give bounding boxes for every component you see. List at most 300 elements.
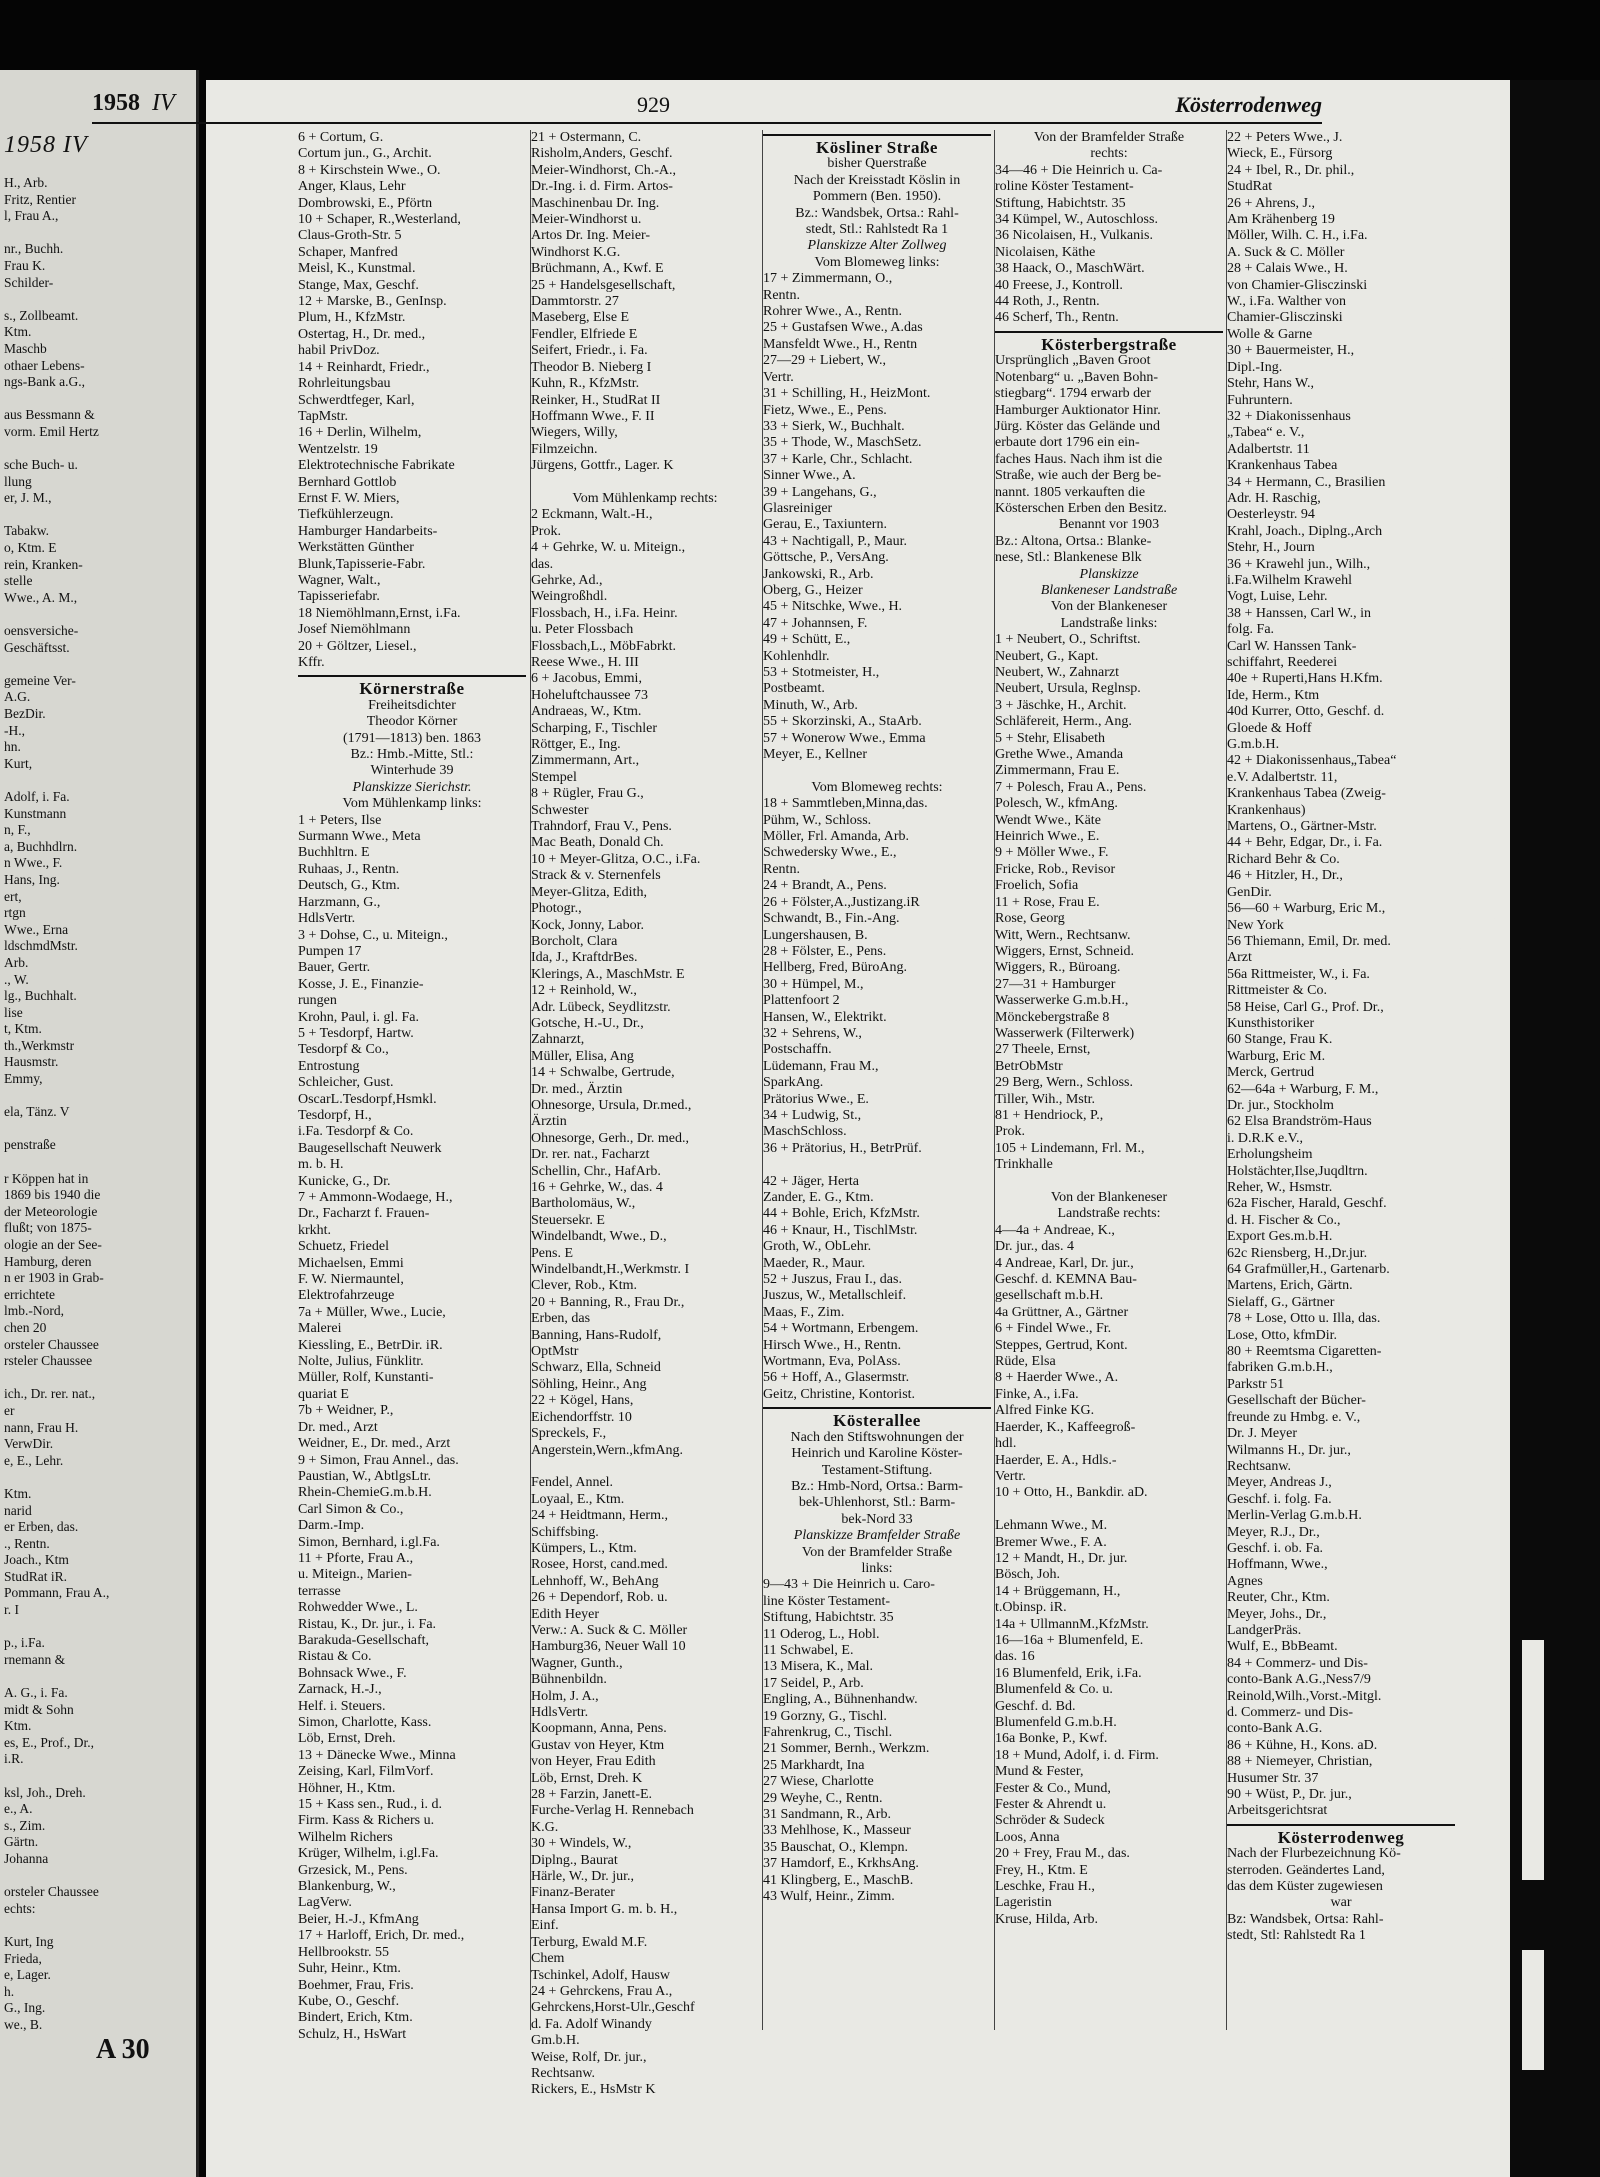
directory-entry: u. Miteign., Marien-: [298, 1567, 412, 1583]
directory-entry: Erben, das: [531, 1311, 591, 1327]
directory-entry: 44 + Behr, Edgar, Dr., i. Fa.: [1227, 835, 1383, 851]
directory-entry: 39 + Langehans, G.,: [763, 484, 877, 500]
directory-entry: Hansen, W., Elektrikt.: [763, 1009, 887, 1025]
directory-entry: Merck, Gertrud: [1227, 1065, 1315, 1081]
directory-entry: 64 Grafmüller,H., Gartenarb.: [1227, 1262, 1390, 1278]
street-heading: Kösterbergstraße: [995, 331, 1223, 353]
directory-entry: Söhling, Heinr., Ang: [531, 1376, 647, 1392]
directory-entry: Weingroßhdl.: [531, 589, 608, 605]
directory-entry: 5 + Tesdorpf, Hartw.: [298, 1025, 414, 1041]
directory-entry: F. W. Niermauntel,: [298, 1272, 404, 1288]
directory-entry: nannt. 1805 verkauften die: [995, 484, 1146, 500]
directory-entry: Angerstein,Wern.,kfmAng.: [531, 1442, 684, 1458]
left-page-line: der Meteorologie: [4, 1203, 98, 1219]
directory-entry: Windelbandt, Wwe., D.,: [531, 1229, 667, 1245]
left-page-line: p., i.Fa.: [4, 1635, 45, 1651]
directory-entry: 20 + Göltzer, Liesel.,: [298, 638, 417, 654]
directory-entry: Stiftung, Habichtstr. 35: [995, 195, 1126, 211]
directory-entry: Nolte, Julius, Fünklitr.: [298, 1354, 424, 1370]
directory-entry: Wentzelstr. 19: [298, 441, 378, 457]
directory-entry: Rose, Georg: [995, 911, 1065, 927]
street-note: Freiheitsdichter: [368, 697, 456, 713]
directory-entry: Gesellschaft der Bücher-: [1227, 1393, 1366, 1409]
directory-entry: Fahrenkrug, C., Tischl.: [763, 1725, 893, 1740]
left-page-line: [0, 606, 196, 623]
street-note: Von der Blankeneser: [1050, 1190, 1168, 1205]
left-page-line: H., Arb.: [4, 175, 48, 190]
left-page-line: othaer Lebens-: [4, 357, 85, 373]
street-note: links:: [861, 1560, 893, 1576]
left-page-line: rein, Kranken-: [4, 556, 83, 572]
directory-entry: Schiffsbing.: [531, 1524, 599, 1540]
directory-entry: Furche-Verlag H. Rennebach: [531, 1803, 694, 1819]
directory-entry: Meyer, E., Kellner: [763, 747, 868, 763]
directory-entry: „Tabea“ e. V.,: [1227, 425, 1305, 441]
directory-entry: Kruse, Hilda, Arb.: [995, 1911, 1099, 1927]
directory-entry: 16 + Gehrke, W., das. 4: [531, 1180, 663, 1195]
left-page-line: G., Ing.: [4, 2000, 46, 2016]
left-page-line: Ktm.: [4, 324, 32, 340]
directory-entry: Holm, J. A.,: [531, 1688, 599, 1704]
directory-entry: Klerings, A., MaschMstr. E: [531, 966, 685, 982]
directory-entry: Ristau & Co.: [298, 1649, 372, 1665]
directory-entry: 33 + Sierk, W., Buchhalt.: [763, 418, 905, 434]
left-page-line: Kurt,: [4, 755, 33, 771]
directory-entry: Mund & Fester,: [995, 1764, 1084, 1780]
directory-entry: 86 + Kühne, H., Kons. aD.: [1227, 1737, 1378, 1753]
directory-entry: Dr. J. Meyer: [1227, 1426, 1297, 1442]
street-note: war: [1330, 1895, 1352, 1911]
directory-entry: Maeder, R., Maur.: [763, 1255, 866, 1271]
directory-entry: von Heyer, Frau Edith: [531, 1754, 656, 1770]
directory-entry: Mac Beath, Donald Ch.: [531, 835, 664, 851]
directory-entry: Postbeamt.: [763, 681, 825, 697]
directory-entry: 2 Eckmann, Walt.-H.,: [531, 507, 653, 523]
left-page-line: chen 20: [4, 1319, 47, 1335]
directory-entry: 45 + Nitschke, Wwe., H.: [763, 599, 903, 615]
directory-entry: [531, 1459, 759, 1475]
directory-entry: Schläfereit, Herm., Ang.: [995, 714, 1132, 730]
directory-entry: m. b. H.: [298, 1157, 344, 1173]
left-page-line: [0, 656, 196, 673]
directory-entry: Bz: Wandsbek, Ortsa: Rahl-: [1227, 1911, 1384, 1927]
directory-entry: Lageristin: [995, 1895, 1052, 1911]
directory-entry: Kuhn, R., KfzMstr.: [531, 376, 640, 392]
left-page-line: ksl, Joh., Dreh.: [4, 1784, 86, 1800]
directory-entry: 24 + Ibel, R., Dr. phil.,: [1227, 162, 1355, 178]
directory-entry: habil PrivDoz.: [298, 343, 380, 359]
directory-entry: Gloede & Hoff: [1227, 720, 1312, 736]
directory-entry: Ida, J., KraftdrBes.: [531, 950, 638, 966]
left-page-line: [0, 1088, 196, 1105]
directory-entry: Claus-Groth-Str. 5: [298, 228, 402, 244]
directory-entry: 21 Sommer, Bernh., Werkzm.: [763, 1741, 930, 1757]
left-page-line: sche Buch- u.: [4, 457, 78, 473]
directory-entry: Schröder & Sudeck: [995, 1813, 1105, 1829]
left-page-line: es, E., Prof., Dr.,: [4, 1734, 94, 1750]
directory-entry: Fendler, Elfriede E: [531, 326, 638, 342]
directory-entry: Notenbarg“ u. „Baven Bohn-: [995, 369, 1159, 385]
directory-entry: Leschke, Frau H.,: [995, 1879, 1095, 1895]
directory-entry: das. 16: [995, 1649, 1035, 1665]
header-volume: IV: [152, 90, 175, 116]
directory-entry: Mansfeldt Wwe., H., Rentn: [763, 336, 918, 352]
left-page-line: Schilder-: [4, 274, 54, 290]
directory-entry: Krohn, Paul, i. gl. Fa.: [298, 1009, 419, 1025]
street-note: Vom Blomeweg links:: [814, 254, 940, 270]
directory-entry: 38 Haack, O., MaschWärt.: [995, 261, 1145, 277]
street-heading: Kösliner Straße: [763, 134, 991, 156]
directory-entry: Ohnesorge, Gerh., Dr. med.,: [531, 1130, 689, 1146]
directory-entry: Schaper, Manfred: [298, 244, 398, 260]
left-page-line: l, Frau A.,: [4, 208, 59, 224]
left-page-line: rsteler Chaussee: [4, 1353, 93, 1369]
directory-entry: Wortmann, Eva, PolAss.: [763, 1354, 901, 1370]
directory-entry: 13 + Dänecke Wwe., Minna: [298, 1747, 456, 1763]
directory-entry: LandgerPräs.: [1227, 1622, 1302, 1638]
directory-entry: Fester & Ahrendt u.: [995, 1797, 1107, 1813]
directory-entry: 56 Thiemann, Emil, Dr. med.: [1227, 933, 1391, 949]
directory-entry: Kümpers, L., Ktm.: [531, 1540, 637, 1556]
directory-entry: Meier-Windhorst, Ch.-A.,: [531, 162, 676, 178]
directory-entry: Prok.: [531, 523, 561, 539]
directory-entry: 17 Seidel, P., Arb.: [763, 1675, 864, 1691]
directory-entry: Chamier-Glisczinski: [1227, 310, 1343, 326]
directory-entry: Rohwedder Wwe., L.: [298, 1600, 418, 1616]
directory-entry: Seifert, Friedr., i. Fa.: [531, 343, 648, 359]
left-page-line: r Köppen hat in: [4, 1170, 89, 1186]
directory-entry: Lehnhoff, W., BehAng: [531, 1573, 659, 1589]
directory-entry: Mönckebergstraße 8: [995, 1009, 1110, 1025]
directory-entry: 11 Oderog, L., Hobl.: [763, 1626, 880, 1642]
directory-entry: 28 + Farzin, Janett-E.: [531, 1787, 653, 1803]
directory-entry: Reinold,Wilh.,Vorst.-Mitgl.: [1227, 1688, 1382, 1704]
directory-entry: 26 + Fölster,A.,Justizang.iR: [763, 894, 920, 910]
directory-entry: Pumpen 17: [298, 943, 362, 959]
directory-entry: Warburg, Eric M.: [1227, 1048, 1326, 1064]
directory-entry: krkht.: [298, 1222, 332, 1238]
directory-entry: 27—29 + Liebert, W.,: [763, 353, 886, 369]
directory-entry: Deutsch, G., Ktm.: [298, 878, 400, 894]
directory-entry: Artos Dr. Ing. Meier-: [531, 228, 651, 244]
directory-entry: Malerei: [298, 1321, 342, 1337]
directory-entry: 4 Andreae, Karl, Dr. jur.,: [995, 1255, 1134, 1271]
left-page-line: ., W.: [4, 971, 29, 987]
directory-entry: Steuersekr. E: [531, 1212, 605, 1228]
directory-entry: Stehr, H., Journ: [1227, 540, 1315, 556]
directory-entry: Minuth, W., Arb.: [763, 697, 858, 713]
directory-entry: 58 Heise, Carl G., Prof. Dr.,: [1227, 999, 1384, 1015]
street-note: Vom Mühlenkamp rechts:: [572, 490, 718, 506]
left-page-line: ologie an der See-: [4, 1237, 102, 1252]
directory-entry: Kunsthistoriker: [1227, 1015, 1315, 1031]
left-page-line: n, F.,: [4, 822, 31, 838]
directory-entry: Meier-Windhorst u.: [531, 212, 642, 228]
directory-entry: Wagner, Gunth.,: [531, 1655, 623, 1671]
left-page-line: oensversiche-: [4, 623, 79, 639]
directory-entry: Hirsch Wwe., H., Rentn.: [763, 1337, 902, 1353]
directory-entry: Bauer, Gertr.: [298, 960, 371, 976]
directory-entry: 20 + Frey, Frau M., das.: [995, 1846, 1130, 1862]
directory-entry: TapMstr.: [298, 408, 348, 424]
directory-entry: Röttger, E., Ing.: [531, 737, 621, 753]
directory-entry: terrasse: [298, 1583, 341, 1599]
directory-entry: 29 Berg, Wern., Schloss.: [995, 1075, 1133, 1091]
directory-entry: 43 + Nachtigall, P., Maur.: [763, 533, 907, 549]
left-page-line: A. G., i. Fa.: [4, 1685, 68, 1701]
directory-entry: 7b + Weidner, P.,: [298, 1403, 394, 1419]
directory-entry: 34 + Ludwig, St.,: [763, 1107, 862, 1123]
directory-entry: Windhorst K.G.: [531, 244, 621, 260]
directory-entry: 29 Weyhe, C., Rentn.: [763, 1790, 883, 1806]
directory-entry: Simon, Bernhard, i.gl.Fa.: [298, 1534, 440, 1550]
directory-entry: Helf. i. Steuers.: [298, 1698, 386, 1714]
directory-entry: 25 Markhardt, Ina: [763, 1757, 865, 1773]
left-page-line: [0, 1370, 196, 1387]
directory-entry: Schwester: [531, 802, 589, 818]
directory-entry: Heinrich Wwe., E.: [995, 829, 1100, 845]
directory-entry: Wilmanns H., Dr. jur.,: [1227, 1442, 1351, 1458]
directory-entry: Bühnenbildn.: [531, 1672, 607, 1688]
left-page-line: o, Ktm. E: [4, 540, 57, 556]
left-page-line: echts:: [4, 1900, 36, 1916]
directory-entry: Adalbertstr. 11: [1227, 441, 1310, 457]
directory-entry: 37 + Karle, Chr., Schlacht.: [763, 451, 913, 467]
left-page-text: [0, 175, 196, 2034]
left-page-line: th.,Werkmstr: [4, 1037, 75, 1053]
directory-entry: Carl W. Hanssen Tank-: [1227, 638, 1357, 654]
directory-entry: 16 Blumenfeld, Erik, i.Fa.: [995, 1665, 1142, 1681]
page-number: 929: [637, 92, 670, 117]
directory-entry: Kffr.: [298, 655, 325, 670]
directory-entry: 35 + Thode, W., MaschSetz.: [763, 435, 922, 451]
left-page-line: gemeine Ver-: [4, 672, 76, 688]
directory-entry: 4a Grüttner, A., Gärtner: [995, 1304, 1129, 1320]
directory-entry: 55 + Skorzinski, A., StaArb.: [763, 714, 922, 730]
street-note: Bz.: Wandsbek, Ortsa.: Rahl-: [795, 205, 959, 221]
directory-entry: 11 + Rose, Frau E.: [995, 894, 1100, 910]
directory-entry: Hellbrookstr. 55: [298, 1944, 389, 1960]
directory-entry: 6 + Findel Wwe., Fr.: [995, 1321, 1112, 1337]
directory-entry: Bösch, Joh.: [995, 1567, 1060, 1583]
directory-entry: Anger, Klaus, Lehr: [298, 179, 406, 195]
directory-entry: Tiller, Wih., Mstr.: [995, 1091, 1096, 1107]
directory-entry: Risholm,Anders, Geschf.: [531, 146, 673, 162]
left-page-line: er Erben, das.: [4, 1519, 79, 1535]
directory-entry: Hamburger Handarbeits-: [298, 523, 438, 539]
directory-entry: Neubert, W., Zahnarzt: [995, 665, 1120, 680]
directory-entry: Spreckels, F.,: [531, 1426, 607, 1442]
directory-entry: 11 Schwabel, E.: [763, 1642, 854, 1658]
directory-entry: Gotsche, H.-U., Dr.,: [531, 1015, 644, 1031]
directory-entry: Reher, W., Hsmstr.: [1227, 1180, 1333, 1195]
directory-entry: Fietz, Wwe., E., Pens.: [763, 402, 887, 418]
directory-entry: Martens, O., Gärtner-Mstr.: [1227, 819, 1377, 835]
directory-entry: 6 + Jacobus, Emmi,: [531, 671, 642, 687]
left-page-line: ert,: [4, 888, 22, 904]
directory-entry: Barakuda-Gesellschaft,: [298, 1632, 429, 1648]
left-page-line: Frau K.: [4, 257, 46, 273]
directory-entry: freunde zu Hmbg. e. V.,: [1227, 1409, 1361, 1425]
directory-entry: 7 + Polesch, Frau A., Pens.: [995, 779, 1147, 795]
directory-entry: Rohrer Wwe., A., Rentn.: [763, 304, 902, 320]
directory-entry: 17 + Zimmermann, O.,: [763, 271, 893, 287]
directory-entry: BetrObMstr: [995, 1058, 1063, 1074]
directory-entry: Diplng., Baurat: [531, 1852, 618, 1868]
directory-entry: 3 + Dohse, C., u. Miteign.,: [298, 927, 448, 943]
directory-entry: Schwarz, Ella, Schneid: [531, 1360, 661, 1376]
left-page-line: e., A.: [4, 1801, 33, 1817]
directory-entry: Photogr.,: [531, 901, 582, 917]
directory-entry: Ide, Herm., Ktm: [1227, 687, 1320, 703]
directory-entry: stedt, Stl: Rahlstedt Ra 1: [1227, 1928, 1366, 1944]
directory-entry: Dr., Facharzt f. Frauen-: [298, 1206, 430, 1222]
directory-entry: Fuhruntern.: [1227, 392, 1293, 408]
directory-entry: Buchhltrn. E: [298, 845, 370, 861]
directory-entry: Am Krähenberg 19: [1227, 212, 1335, 228]
directory-entry: Dr.-Ing. i. d. Firm. Artos-: [531, 179, 673, 195]
directory-entry: 80 + Reemtsma Cigaretten-: [1227, 1344, 1382, 1360]
directory-entry: 8 + Kirschstein Wwe., O.: [298, 162, 441, 178]
left-page-line: Arb.: [4, 954, 29, 970]
directory-entry: Erholungsheim: [1227, 1147, 1313, 1163]
left-page-line: a, Buchhdlrn.: [4, 838, 78, 854]
banner-bar-2: [1522, 1950, 1544, 2070]
directory-entry: von Chamier-Glisczinski: [1227, 277, 1368, 293]
directory-entry: Vogt, Luise, Lehr.: [1227, 589, 1328, 605]
directory-entry: conto-Bank A.G.,Ness7/9: [1227, 1672, 1371, 1688]
directory-entry: 12 + Reinhold, W.,: [531, 983, 637, 999]
directory-entry: Brüchmann, A., Kwf. E: [531, 261, 664, 277]
directory-entry: 22 + Kögel, Hans,: [531, 1393, 634, 1409]
directory-entry: Meyer, Andreas J.,: [1227, 1475, 1332, 1491]
left-page-line: 1869 bis 1940 die: [4, 1187, 101, 1203]
left-page-line: [0, 1668, 196, 1685]
left-page-line: Ktm.: [4, 1718, 32, 1734]
directory-entry: HdlsVertr.: [298, 911, 356, 927]
planskizze-note: Blankeneser Landstraße: [1040, 582, 1178, 598]
directory-entry: Rechtsanw.: [1227, 1458, 1292, 1474]
directory-entry: Jankowski, R., Arb.: [763, 566, 874, 582]
directory-entry: Gehrke, Ad.,: [531, 572, 603, 588]
directory-entry: Wasserwerk (Filterwerk): [995, 1025, 1135, 1041]
directory-entry: Clever, Rob., Ktm.: [531, 1278, 637, 1294]
directory-entry: Gustav von Heyer, Ktm: [531, 1737, 665, 1753]
left-page-line: e, E., Lehr.: [4, 1452, 64, 1468]
directory-entry: Nicolaisen, Käthe: [995, 244, 1096, 260]
directory-entry: rungen: [298, 993, 337, 1009]
directory-entry: 44 + Bohle, Erich, KfzMstr.: [763, 1206, 920, 1222]
header-year: 1958 IV: [92, 90, 175, 116]
side-banner: [1442, 130, 1548, 1330]
directory-entry: Holstächter,Ilse,Juqdltrn.: [1227, 1163, 1368, 1179]
directory-entry: 28 + Calais Wwe., H.: [1227, 261, 1348, 277]
directory-entry: Sielaff, G., Gärtner: [1227, 1294, 1335, 1310]
directory-entry: 9—43 + Die Heinrich u. Caro-: [763, 1577, 935, 1593]
directory-entry: 34 + Hermann, C., Brasilien: [1227, 474, 1386, 490]
directory-entry: 49 + Schütt, E.,: [763, 632, 851, 648]
directory-entry: Stange, Max, Geschf.: [298, 277, 419, 293]
directory-entry: Baugesellschaft Neuwerk: [298, 1140, 442, 1156]
directory-entry: 88 + Niemeyer, Christian,: [1227, 1754, 1373, 1770]
directory-entry: 9 + Simon, Frau Annel., das.: [298, 1452, 459, 1468]
street-note: Winterhude 39: [370, 763, 454, 779]
directory-entry: Rosee, Horst, cand.med.: [531, 1557, 668, 1573]
directory-entry: 37 Hamdorf, E., KrkhsAng.: [763, 1856, 919, 1872]
left-page-line: s., Zollbeamt.: [4, 307, 79, 323]
directory-entry: New York: [1227, 917, 1284, 933]
directory-entry: conto-Bank A.G.: [1227, 1721, 1323, 1737]
left-page-line: ngs-Bank a.G.,: [4, 374, 85, 390]
left-page-line: Johanna: [4, 1850, 49, 1866]
directory-entry: Neubert, G., Kapt.: [995, 648, 1099, 664]
directory-entry: Maseberg, Else E: [531, 310, 630, 326]
left-page-line: [0, 1868, 196, 1885]
directory-entry: Blunk,Tapisserie-Fabr.: [298, 556, 426, 572]
directory-entry: 56—60 + Warburg, Eric M.,: [1227, 901, 1386, 917]
directory-entry: Paustian, W., AbtlgsLtr.: [298, 1468, 432, 1484]
directory-entry: Groth, W., ObLehr.: [763, 1239, 872, 1255]
directory-entry: Straße, wie auch der Berg be-: [995, 468, 1162, 484]
street-note: Benannt vor 1903: [1058, 517, 1160, 533]
directory-entry: 15 + Kass sen., Rud., i. d.: [298, 1797, 443, 1813]
directory-entry: Härle, W., Dr. jur.,: [531, 1869, 635, 1885]
directory-entry: Fendel, Annel.: [531, 1475, 614, 1491]
directory-entry: 62c Riensberg, H.,Dr.jur.: [1227, 1245, 1368, 1261]
directory-entry: Zarnack, H.-J.,: [298, 1682, 382, 1698]
directory-entry: Geschf. i. folg. Fa.: [1227, 1491, 1332, 1507]
left-page-line: [0, 391, 196, 408]
directory-entry: Schulz, H., HsWart: [298, 2026, 407, 2042]
directory-entry: Möller, Frl. Amanda, Arb.: [763, 829, 910, 845]
column-1: [298, 130, 526, 2042]
directory-entry: 36 Nicolaisen, H., Vulkanis.: [995, 228, 1153, 244]
directory-entry: 27—31 + Hamburger: [995, 976, 1116, 992]
directory-entry: 56a Rittmeister, W., i. Fa.: [1227, 966, 1370, 982]
column-2: [530, 130, 759, 2098]
directory-entry: quariat E: [298, 1386, 349, 1402]
directory-entry: Boehmer, Frau, Fris.: [298, 1977, 414, 1993]
directory-entry: SparkAng.: [763, 1075, 824, 1091]
directory-entry: Löb, Ernst, Dreh. K: [531, 1770, 643, 1786]
header-street: Kösterrodenweg: [1175, 92, 1322, 117]
directory-entry: 6 + Cortum, G.: [298, 130, 384, 145]
directory-entry: Bernhard Gottlob: [298, 474, 397, 490]
directory-entry: 18 + Mund, Adolf, i. d. Firm.: [995, 1747, 1159, 1763]
directory-entry: Reuter, Chr., Ktm.: [1227, 1590, 1330, 1606]
directory-entry: Terburg, Ewald M.F.: [531, 1934, 648, 1950]
directory-entry: Wasserwerke G.m.b.H.,: [995, 993, 1129, 1009]
street-note: Landstraße links:: [1060, 615, 1158, 631]
directory-entry: Dr. rer. nat., Facharzt: [531, 1147, 650, 1163]
directory-entry: Geschf. d. KEMNA Bau-: [995, 1272, 1137, 1288]
left-page-line: orsteler Chaussee: [4, 1336, 99, 1352]
directory-entry: Juszus, W., Metallschleif.: [763, 1288, 907, 1304]
directory-entry: Flossbach,L., MöbFabrkt.: [531, 638, 677, 654]
directory-entry: 19 Gorzny, G., Tischl.: [763, 1708, 887, 1724]
directory-entry: Hellberg, Fred, BüroAng.: [763, 960, 907, 976]
street-note: Pommern (Ben. 1950).: [812, 189, 942, 205]
page-header: [92, 86, 1322, 124]
directory-entry: OptMstr: [531, 1344, 579, 1360]
left-page-line: Hans, Ing.: [4, 871, 60, 887]
left-page-line: nann, Frau H.: [4, 1419, 79, 1435]
directory-entry: Rentn.: [763, 287, 800, 303]
directory-entry: 81 + Hendriock, P.,: [995, 1107, 1104, 1123]
left-page-line: rnemann &: [4, 1651, 66, 1667]
directory-entry: 28 + Fölster, E., Pens.: [763, 943, 887, 959]
directory-entry: Borcholt, Clara: [531, 933, 618, 949]
